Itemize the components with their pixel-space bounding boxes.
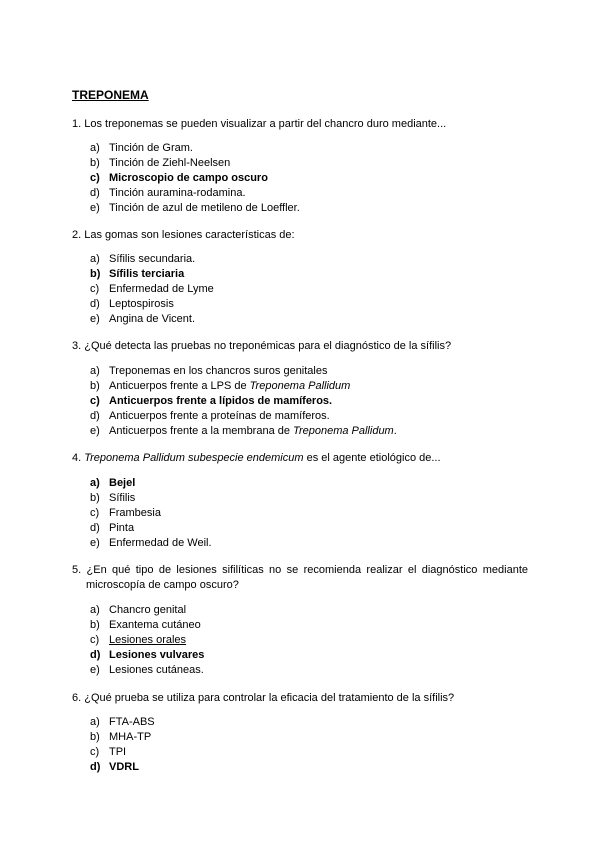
option-3d: d) Anticuerpos frente a proteínas de mamíferos. xyxy=(90,410,330,422)
page-title: TREPONEMA xyxy=(72,88,149,102)
option-3b: b) Anticuerpos frente a LPS de Treponema Pallidum xyxy=(90,380,351,392)
question-3-text: 3. ¿Qué detecta las pruebas no treponémicas para el diagnóstico de la sífilis? xyxy=(72,340,452,352)
question-4-text: 4. Treponema Pallidum subespecie endemicum es el agente etiológico de... xyxy=(72,452,441,464)
option-2e: e) Angina de Vicent. xyxy=(90,313,196,325)
option-1b: b) Tinción de Ziehl-Neelsen xyxy=(90,157,231,169)
option-2c: c) Enfermedad de Lyme xyxy=(90,283,214,295)
option-1e: e) Tinción de azul de metileno de Loeffler. xyxy=(90,202,300,214)
question-6-text: 6. ¿Qué prueba se utiliza para controlar la eficacia del tratamiento de la sífilis? xyxy=(72,692,455,704)
option-6d-correct: d) VDRL xyxy=(90,761,139,773)
option-5e: e) Lesiones cutáneas. xyxy=(90,664,204,676)
option-1a: a) Tinción de Gram. xyxy=(90,142,193,154)
option-5d-correct: d) Lesiones vulvares xyxy=(90,649,205,661)
option-4d: d) Pinta xyxy=(90,522,135,534)
question-5-options xyxy=(90,603,204,678)
option-4c: c) Frambesia xyxy=(90,507,161,519)
option-1c-correct: c) Microscopio de campo oscuro xyxy=(90,172,268,184)
option-1d: d) Tinción auramina-rodamina. xyxy=(90,187,246,199)
option-3c-correct: c) Anticuerpos frente a lípidos de mamíferos. xyxy=(90,395,333,407)
option-2a: a) Sífilis secundaria. xyxy=(90,253,196,265)
option-2d: d) Leptospirosis xyxy=(90,298,174,310)
question-1-options xyxy=(90,141,300,216)
option-6c: c) TPI xyxy=(90,746,127,758)
option-6a: a) FTA-ABS xyxy=(90,716,155,728)
option-5c: c) Lesiones orales xyxy=(90,634,187,646)
option-2b-correct: b) Sífilis terciaria xyxy=(90,268,185,280)
question-2-text: 2. Las gomas son lesiones características de: xyxy=(72,229,295,241)
option-5b: b) Exantema cutáneo xyxy=(90,619,201,631)
question-1-text: 1. Los treponemas se pueden visualizar a partir del chancro duro mediante... xyxy=(72,118,447,130)
question-6-options xyxy=(90,715,155,775)
option-6b: b) MHA-TP xyxy=(90,731,152,743)
question-2-options xyxy=(90,252,214,327)
option-3e: e) Anticuerpos frente a la membrana de Treponema Pallidum. xyxy=(90,425,397,437)
option-4a-correct: a) Bejel xyxy=(90,477,136,489)
option-5a: a) Chancro genital xyxy=(90,604,187,616)
option-4e: e) Enfermedad de Weil. xyxy=(90,537,212,549)
question-4-options xyxy=(90,476,212,551)
option-3a: a) Treponemas en los chancros suros genitales xyxy=(90,365,328,377)
question-3-options xyxy=(90,364,397,439)
option-4b: b) Sífilis xyxy=(90,492,136,504)
question-5-text: 5. ¿En qué tipo de lesiones sifilíticas no se recomienda realizar el diagnóstico mediante microscopía de campo oscuro? xyxy=(72,564,528,591)
